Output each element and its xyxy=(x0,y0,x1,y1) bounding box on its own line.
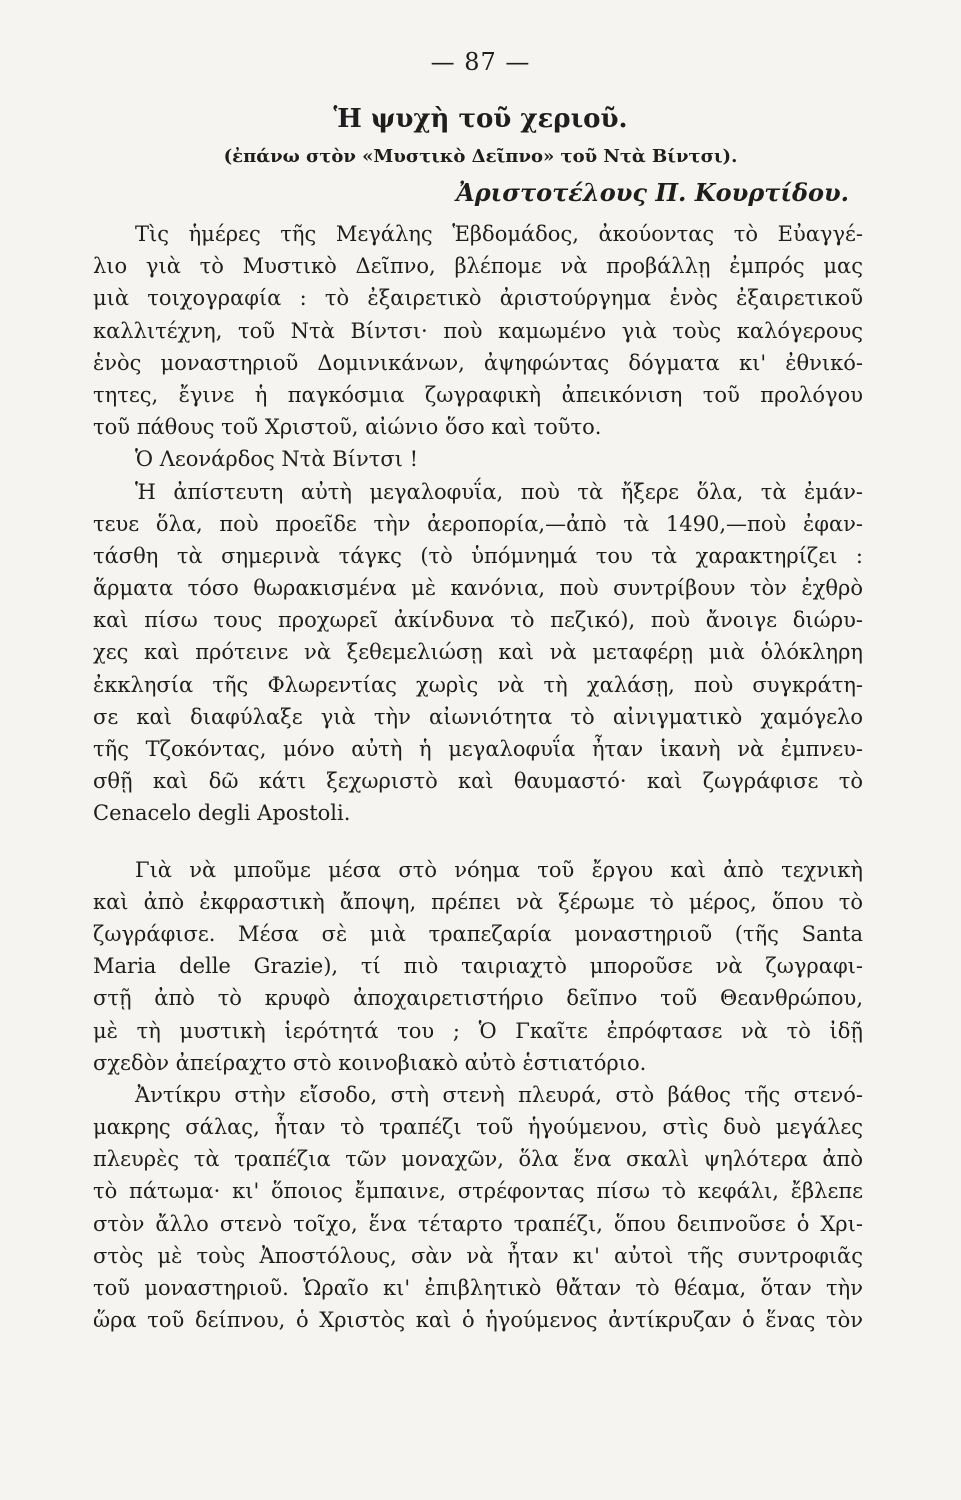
paragraph-1 xyxy=(93,218,863,443)
article-title: Ἡ ψυχὴ τοῦ χεριοῦ. xyxy=(333,104,628,134)
paragraph-3 xyxy=(93,476,863,830)
text-line: Ἡ ἀπίστευτη αὐτὴ μεγαλοφυΐα, ποὺ τὰ ἤξερε ὅλα, τὰ ἐμάν- xyxy=(135,479,863,504)
text-line: Maria delle Grazie), τί πιὸ ταιριαχτὸ μποροῦσε νὰ ζωγραφι- xyxy=(93,954,863,979)
text-line: καὶ ἀπὸ ἐκφραστικὴ ἄποψη, πρέπει νὰ ξέρωμε τὸ μέρος, ὅπου τὸ xyxy=(93,889,863,914)
text-line: Γιὰ νὰ μποῦμε μέσα στὸ νόημα τοῦ ἔργου καὶ ἀπὸ τεχνικὴ xyxy=(135,857,863,882)
text-line: τευε ὅλα, ποὺ προεῖδε τὴν ἀεροπορία,—ἀπὸ τὰ 1490,—ποὺ ἐφαν- xyxy=(93,511,863,536)
text-line: στὸς μὲ τοὺς Ἀποστόλους, σὰν νὰ ἦταν κι' αὐτοὶ τῆς συντροφιᾶς xyxy=(93,1243,863,1268)
text-line: τῆς Τζοκόντας, μόνο αὐτὴ ἡ μεγαλοφυΐα ἦταν ἱκανὴ νὰ ἐμπνευ- xyxy=(93,737,863,761)
text-line: καλλιτέχνη, τοῦ Ντὰ Βίντσι· ποὺ καμωμένο γιὰ τοὺς καλόγερους xyxy=(93,318,863,343)
article-subtitle: (ἐπάνω στὸν «Μυστικὸ Δεῖπνο» τοῦ Ντὰ Βίντσι). xyxy=(223,146,738,167)
text-line: στῇ ἀπὸ τὸ κρυφὸ ἀποχαιρετιστήριο δεῖπνο τοῦ Θεανθρώπου, xyxy=(93,986,863,1011)
section-gap xyxy=(93,830,863,854)
text-line: λιο γιὰ τὸ Μυστικὸ Δεῖπνο, βλέπομε νὰ προβάλλῃ ἐμπρός μας xyxy=(93,254,863,279)
text-line: καὶ πίσω τους προχωρεῖ ἀκίνδυνα τὸ πεζικό), ποὺ ἄνοιγε διώρυ- xyxy=(93,608,863,633)
text-line: ἑνὸς μοναστηριοῦ Δομινικάνων, ἀψηφώντας δόγματα κι' ἐθνικό- xyxy=(93,350,863,375)
article-author: Ἀριστοτέλους Π. Κουρτίδου. xyxy=(456,178,849,207)
text-line: τητες, ἔγινε ἡ παγκόσμια ζωγραφικὴ ἀπεικόνιση τοῦ προλόγου xyxy=(93,382,863,407)
text-line: ὥρα τοῦ δείπνου, ὁ Χριστὸς καὶ ὁ ἡγούμενος ἀντίκρυζαν ὁ ἕνας τὸν xyxy=(93,1308,863,1333)
text-line: χες καὶ πρότεινε νὰ ξεθεμελιώσῃ καὶ νὰ μεταφέρῃ μιὰ ὁλόκληρη xyxy=(93,640,863,665)
text-line: μακρης σάλας, ἦταν τὸ τραπέζι τοῦ ἡγούμενου, στὶς δυὸ μεγάλες xyxy=(93,1115,863,1140)
text-line: τοῦ μοναστηριοῦ. Ὡραῖο κι' ἐπιβλητικὸ θἄταν τὸ θέαμα, ὅταν τὴν xyxy=(93,1276,863,1300)
paragraph-2 xyxy=(93,443,863,475)
text-line: τάσθη τὰ σημερινὰ τάγκς (τὸ ὑπόμνημά του τὰ χαρακτηρίζει : xyxy=(93,543,863,568)
text-line: τὸ πάτωμα· κι' ὅποιος ἔμπαινε, στρέφοντας πίσω τὸ κεφάλι, ἔβλεπε xyxy=(93,1179,863,1204)
page-number: — 87 — xyxy=(430,48,531,76)
text-line: στὸν ἄλλο στενὸ τοῖχο, ἕνα τέταρτο τραπέζι, ὅπου δειπνοῦσε ὁ Χρι- xyxy=(93,1211,863,1236)
text-line: σε καὶ διαφύλαξε γιὰ τὴν αἰωνιότητα τὸ αἰνιγματικὸ χαμόγελο xyxy=(93,704,863,729)
text-line: Ὁ Λεονάρδος Ντὰ Βίντσι ! xyxy=(135,447,419,472)
paragraph-5 xyxy=(93,1079,863,1337)
text-line: πλευρὲς τὰ τραπέζια τῶν μοναχῶν, ὅλα ἕνα σκαλὶ ψηλότερα ἀπὸ xyxy=(93,1147,863,1172)
text-line: μιὰ τοιχογραφία : τὸ ἐξαιρετικὸ ἀριστούργημα ἑνὸς ἐξαιρετικοῦ xyxy=(93,286,863,311)
text-line: ἐκκλησία τῆς Φλωρεντίας χωρὶς νὰ τὴ χαλάσῃ, ποὺ συγκράτη- xyxy=(93,672,863,697)
paragraph-4 xyxy=(93,854,863,1079)
text-line: ἅρματα τόσο θωρακισμένα μὲ κανόνια, ποὺ συντρίβουν τὸν ἐχθρὸ xyxy=(93,576,863,601)
text-line: Cenacelo degli Apostoli. xyxy=(93,801,351,826)
text-line: σχεδὸν ἀπείραχτο στὸ κοινοβιακὸ αὐτὸ ἑστιατόριο. xyxy=(93,1050,647,1075)
text-line: ζωγράφισε. Μέσα σὲ μιὰ τραπεζαρία μοναστηριοῦ (τῆς Santa xyxy=(93,921,863,946)
article-body xyxy=(93,218,863,1336)
text-line: τοῦ πάθους τοῦ Χριστοῦ, αἰώνιο ὅσο καὶ τοῦτο. xyxy=(93,415,602,440)
text-line: σθῇ καὶ δῶ κάτι ξεχωριστὸ καὶ θαυμαστό· καὶ ζωγράφισε τὸ xyxy=(93,769,863,794)
text-line: Τὶς ἡμέρες τῆς Μεγάλης Ἑβδομάδος, ἀκούοντας τὸ Εὐαγγέ- xyxy=(135,222,863,246)
text-line: Ἀντίκρυ στὴν εἴσοδο, στὴ στενὴ πλευρά, στὸ βάθος τῆς στενό- xyxy=(135,1082,863,1107)
text-line: μὲ τὴ μυστικὴ ἱερότητά του ; Ὁ Γκαῖτε ἐπρόφτασε νὰ τὸ ἰδῇ xyxy=(93,1018,863,1043)
